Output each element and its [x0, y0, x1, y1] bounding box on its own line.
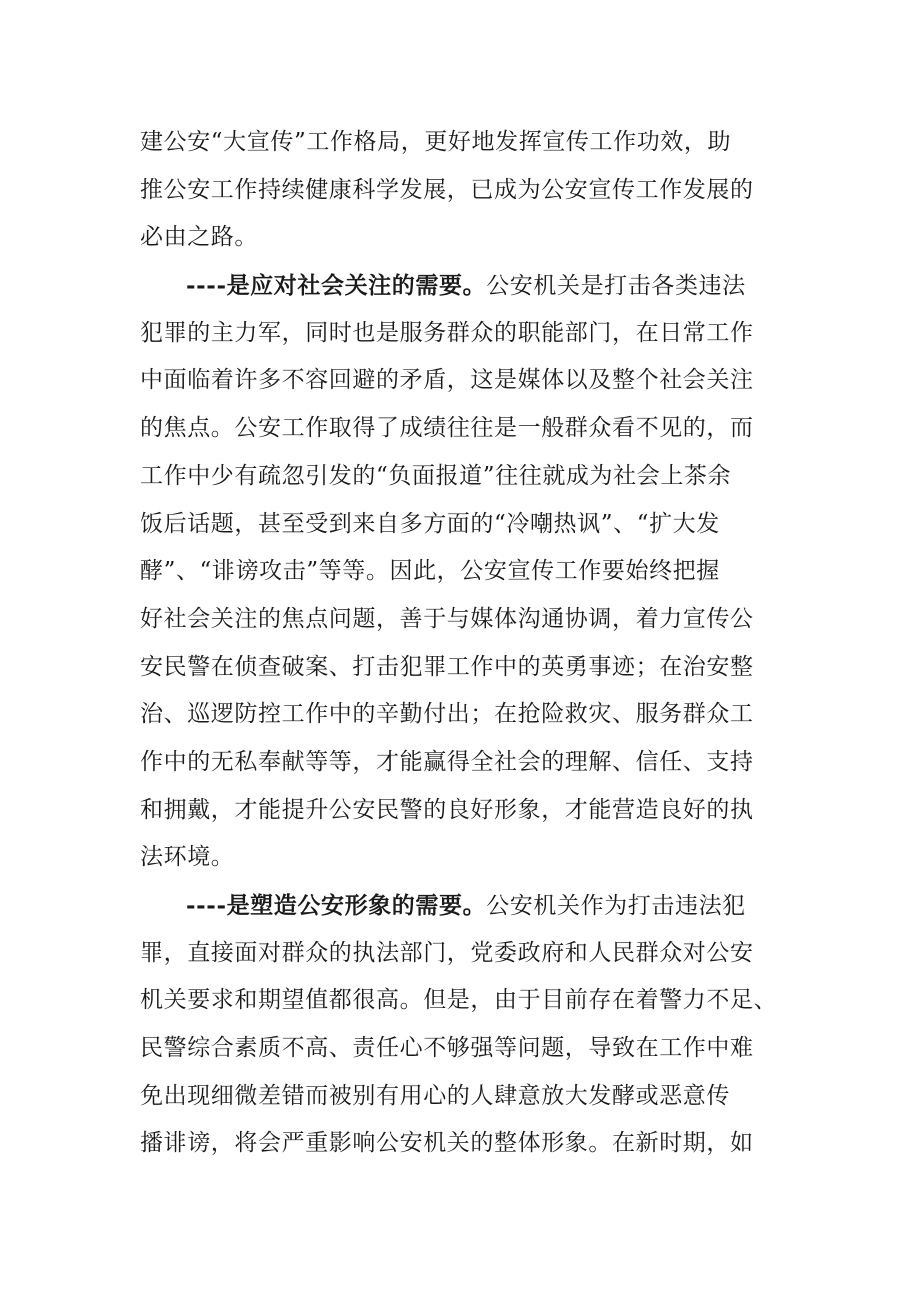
text-line: 饭后话题，甚至受到来自多方面的“冷嘲热讽”、“扩大发 — [140, 510, 720, 537]
text-line: 犯罪的主力军，同时也是服务群众的职能部门，在日常工作 — [140, 319, 754, 346]
section-heading: ----是塑造公安形象的需要。 — [186, 892, 487, 919]
text-line — [140, 262, 784, 310]
text-line: 治、巡逻防控工作中的辛勤付出；在抢险救灾、服务群众工 — [140, 701, 754, 728]
text-line: 必由之路。 — [140, 224, 258, 251]
text-line: 播诽谤，将会严重影响公安机关的整体形象。在新时期，如 — [140, 1130, 754, 1157]
text-line: 工作中少有疏忽引发的“负面报道”往往就成为社会上茶余 — [140, 462, 732, 489]
paragraph-2 — [140, 262, 784, 882]
text-line: 中面临着许多不容回避的矛盾，这是媒体以及整个社会关注 — [140, 367, 754, 394]
text-line: 罪，直接面对群众的执法部门，党委政府和人民群众对公安 — [140, 939, 754, 966]
text-line: 机关要求和期望值都很高。但是，由于目前存在着警力不足、 — [140, 987, 778, 1014]
text-line: 免出现细微差错而被别有用心的人肆意放大发酵或恶意传 — [140, 1082, 730, 1109]
text-line: 法环境。 — [140, 844, 235, 871]
text-line: 酵”、“诽谤攻击”等等。因此，公安宣传工作要始终把握 — [140, 558, 720, 585]
text-line: 民警综合素质不高、责任心不够强等问题，导致在工作中难 — [140, 1035, 754, 1062]
text-line: 安民警在侦查破案、打击犯罪工作中的英勇事迹；在治安整 — [140, 653, 754, 680]
text-run: 公安机关作为打击违法犯 — [486, 893, 746, 919]
text-run: 公安机关是打击各类违法 — [486, 273, 746, 300]
paragraph-3 — [140, 882, 784, 1168]
body-text — [140, 119, 784, 1168]
text-line: 建公安“大宣传”工作格局，更好地发挥宣传工作功效，助 — [140, 129, 732, 155]
text-line: 推公安工作持续健康科学发展，已成为公安宣传工作发展的 — [140, 176, 754, 203]
text-line: 作中的无私奉献等等，才能赢得全社会的理解、信任、支持 — [140, 748, 754, 775]
text-line: 的焦点。公安工作取得了成绩往往是一般群众看不见的，而 — [140, 415, 754, 442]
text-line — [140, 882, 784, 930]
text-line: 好社会关注的焦点问题，善于与媒体沟通协调，着力宣传公 — [140, 605, 754, 632]
paragraph-1 — [140, 119, 784, 262]
text-line: 和拥戴，才能提升公安民警的良好形象，才能营造良好的执 — [140, 796, 754, 823]
section-heading: ----是应对社会关注的需要。 — [186, 272, 487, 300]
